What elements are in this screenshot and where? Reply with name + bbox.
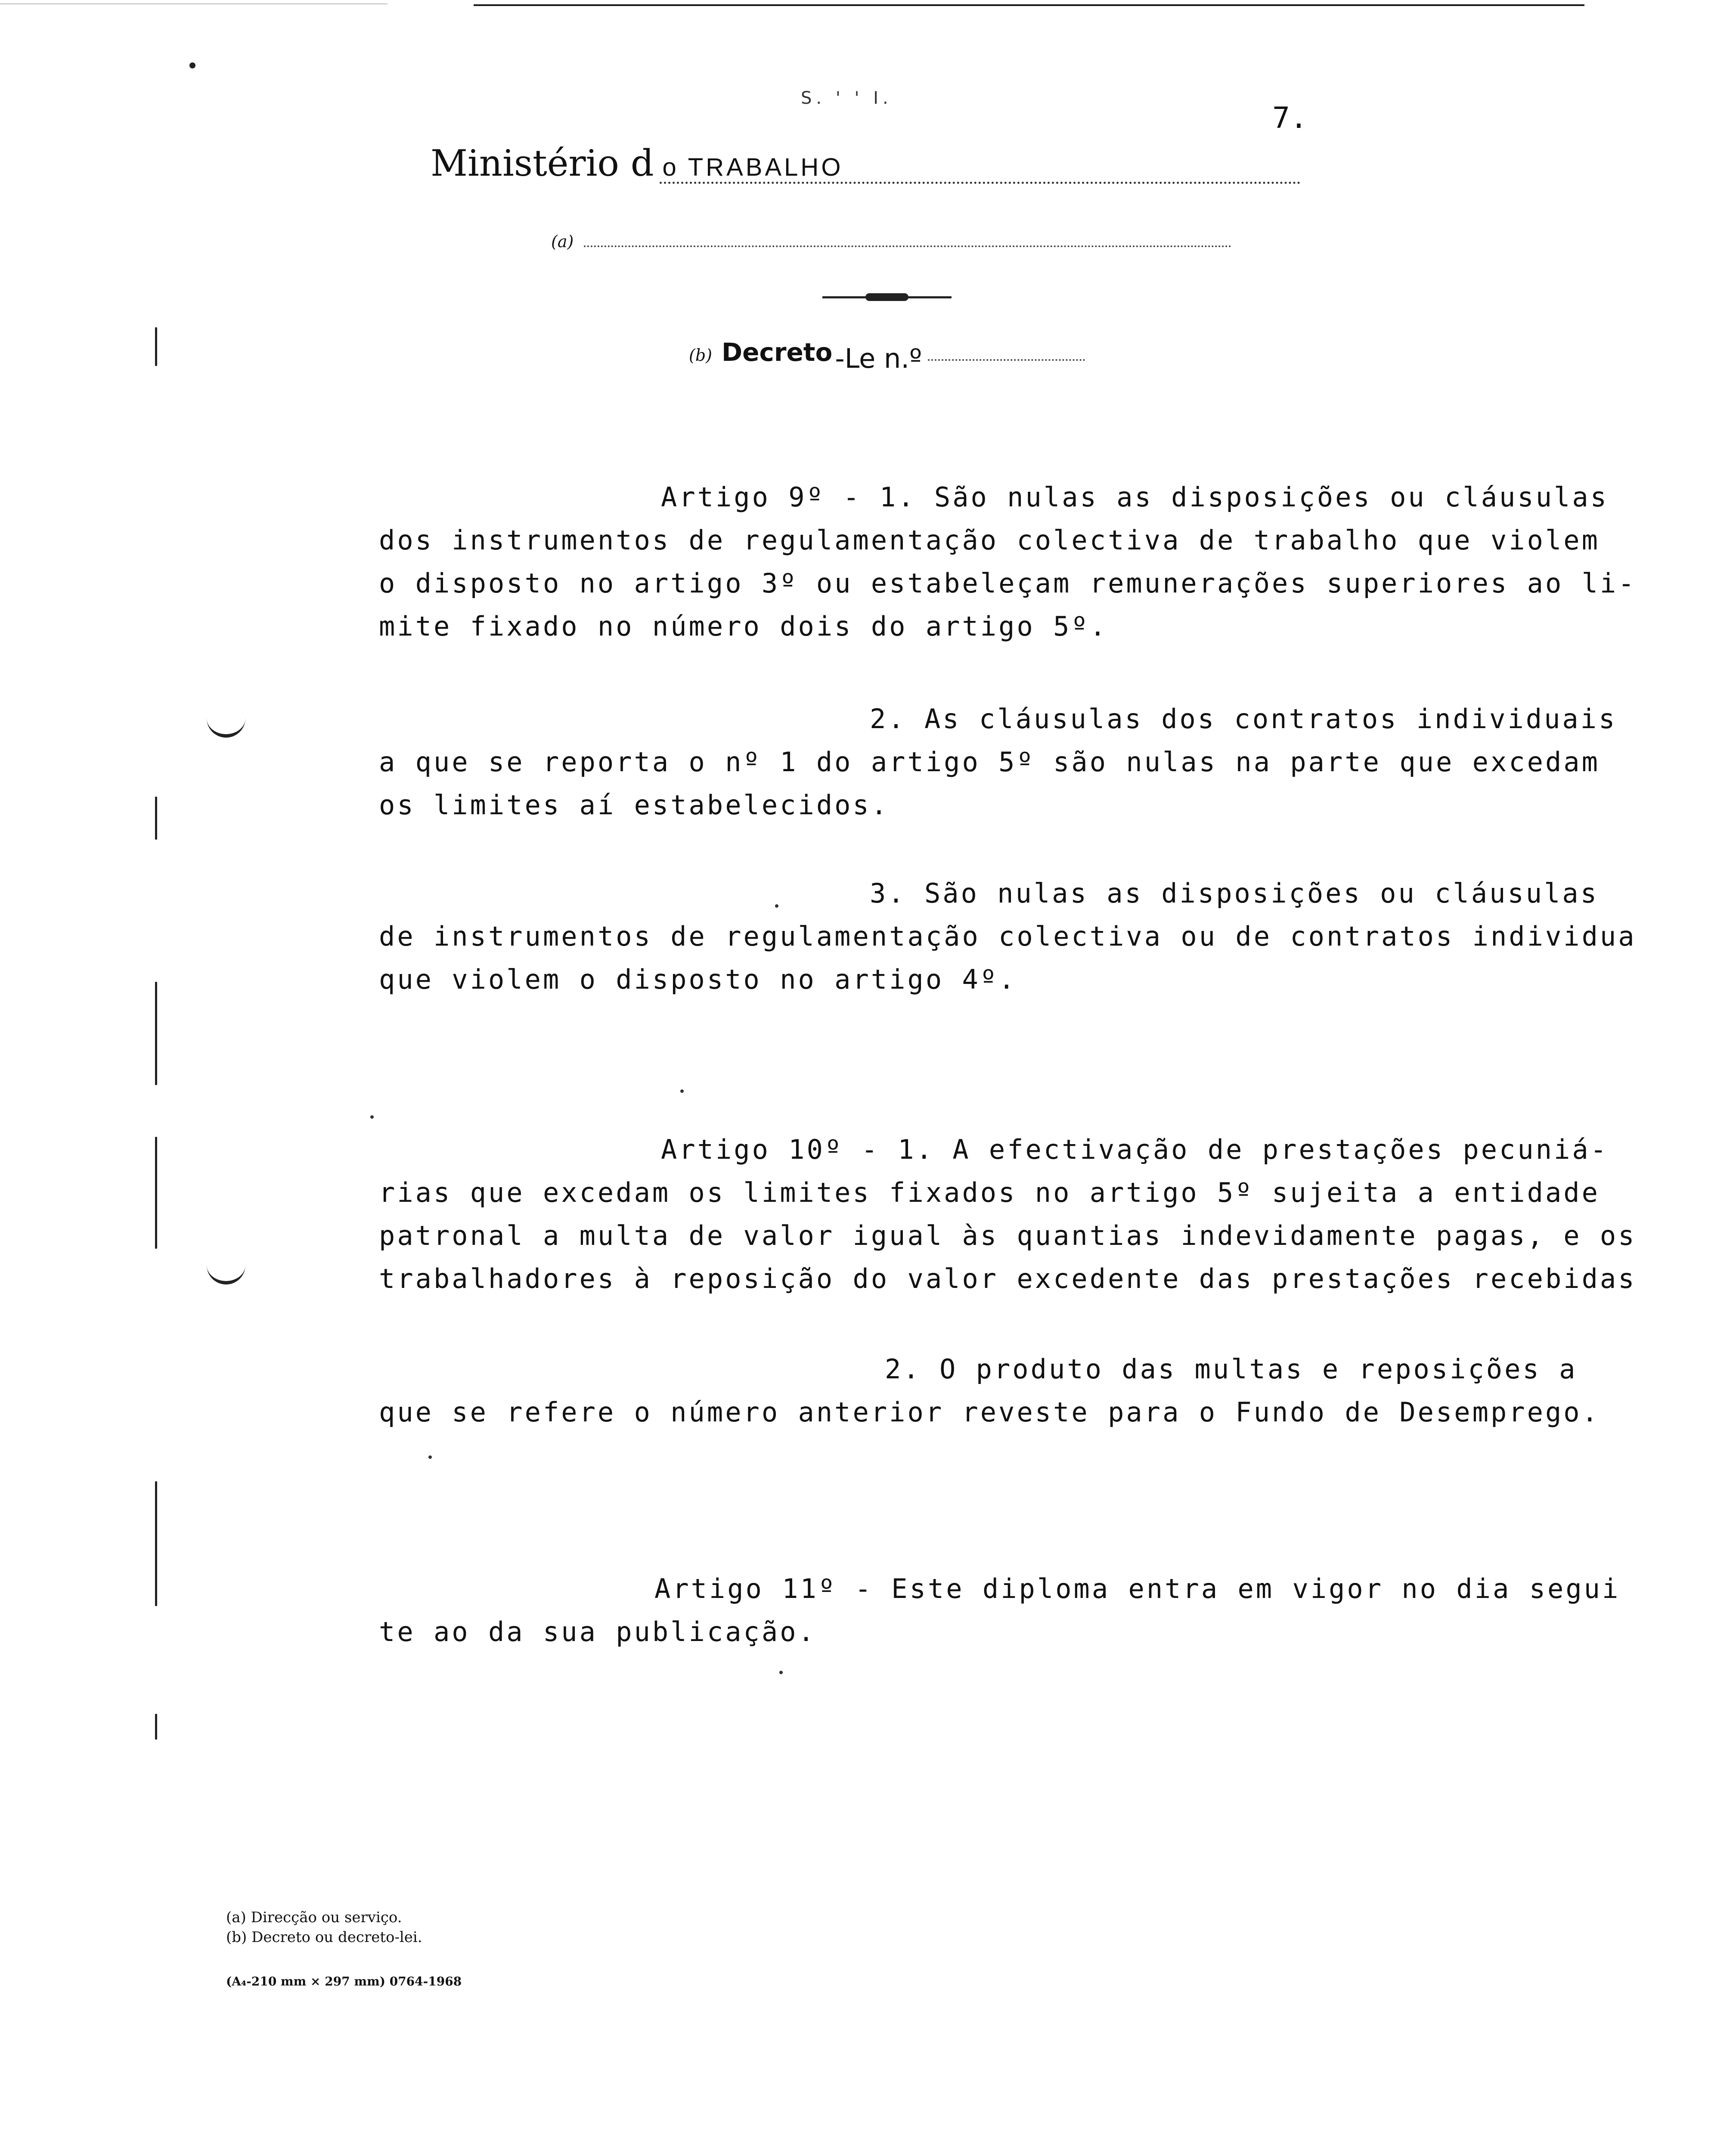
article-10-paragraph-2	[379, 1348, 1600, 1434]
text-line: mite fixado no número dois do artigo 5º.	[379, 611, 1108, 642]
text-line: rias que excedam os limites fixados no artigo 5º sujeita a entidade	[379, 1177, 1600, 1208]
ministry-name: o TRABALHO	[660, 153, 1300, 184]
scan-left-edge	[155, 982, 157, 1085]
article-9-paragraph-3	[379, 872, 1637, 1001]
decree-number-blank	[928, 341, 1085, 361]
scan-left-edge	[155, 1137, 157, 1249]
text-line: o disposto no artigo 3º ou estabeleçam remunerações superiores ao li-	[379, 568, 1637, 599]
header-divider-ornament	[865, 293, 908, 301]
article-10-paragraph-1	[379, 1128, 1637, 1300]
decree-line	[689, 336, 1085, 374]
text-line: dos instrumentos de regulamentação colectiva de trabalho que violem	[379, 524, 1600, 556]
scan-left-edge	[155, 1714, 157, 1740]
text-line: 3. São nulas as disposições ou cláusulas	[870, 878, 1599, 909]
text-line: 2. As cláusulas dos contratos individuais	[870, 703, 1617, 735]
scan-top-rule	[474, 4, 1584, 6]
text-line: Artigo 9º - 1. São nulas as disposições ou cláusulas	[661, 481, 1609, 513]
text-line: 2. O produto das multas e reposições a	[885, 1353, 1578, 1385]
scan-left-edge	[155, 797, 157, 840]
scan-speck	[189, 62, 195, 68]
article-9-paragraph-1	[379, 476, 1637, 648]
ministry-label: Ministério d	[431, 142, 654, 184]
scan-left-edge	[155, 327, 157, 366]
text-line: que se refere o número anterior reveste para o Fundo de Desemprego.	[379, 1396, 1600, 1428]
text-line: patronal a multa de valor igual às quantias indevidamente pagas, e os	[379, 1220, 1637, 1251]
footnote-b: (b) Decreto ou decreto-lei.	[226, 1929, 422, 1946]
punch-hole-mark	[207, 715, 245, 738]
footnote-a: (a) Direcção ou serviço.	[226, 1909, 402, 1926]
decree-type: -Le n.º	[835, 343, 922, 374]
field-b-marker: (b)	[689, 346, 712, 365]
ministry-line	[431, 142, 1300, 184]
text-line: te ao da sua publicação.	[379, 1616, 816, 1647]
service-line	[551, 228, 1231, 251]
scan-left-edge	[155, 1481, 157, 1606]
stamp-mark: S. ' ' I.	[801, 88, 893, 108]
footnotes	[226, 1908, 422, 1947]
scan-speck	[370, 1115, 374, 1119]
article-9-paragraph-2	[379, 698, 1617, 827]
text-line: de instrumentos de regulamentação colectiva ou de contratos individua	[379, 921, 1637, 952]
punch-hole-mark	[207, 1262, 245, 1284]
page-number: 7.	[1272, 101, 1308, 135]
text-line: a que se reporta o nº 1 do artigo 5º são nulas na parte que excedam	[379, 746, 1600, 778]
article-11	[379, 1567, 1621, 1654]
form-dimensions: (A₄-210 mm × 297 mm) 0764-1968	[226, 1974, 462, 1989]
scan-speck	[428, 1455, 432, 1459]
text-line: trabalhadores à reposição do valor excedente das prestações recebidas	[379, 1263, 1637, 1294]
decree-label: Decreto	[721, 338, 833, 367]
text-line: Artigo 11º - Este diploma entra em vigor no dia segui	[654, 1573, 1621, 1604]
text-line: os limites aí estabelecidos.	[379, 789, 890, 821]
text-line: Artigo 10º - 1. A efectivação de prestações pecuniá-	[661, 1134, 1609, 1165]
scan-speck	[779, 1671, 783, 1674]
field-a-marker: (a)	[551, 232, 574, 251]
text-line: que violem o disposto no artigo 4º.	[379, 964, 1017, 995]
scan-speck	[680, 1089, 684, 1093]
service-blank	[584, 228, 1231, 247]
scan-top-edge	[0, 3, 388, 4]
